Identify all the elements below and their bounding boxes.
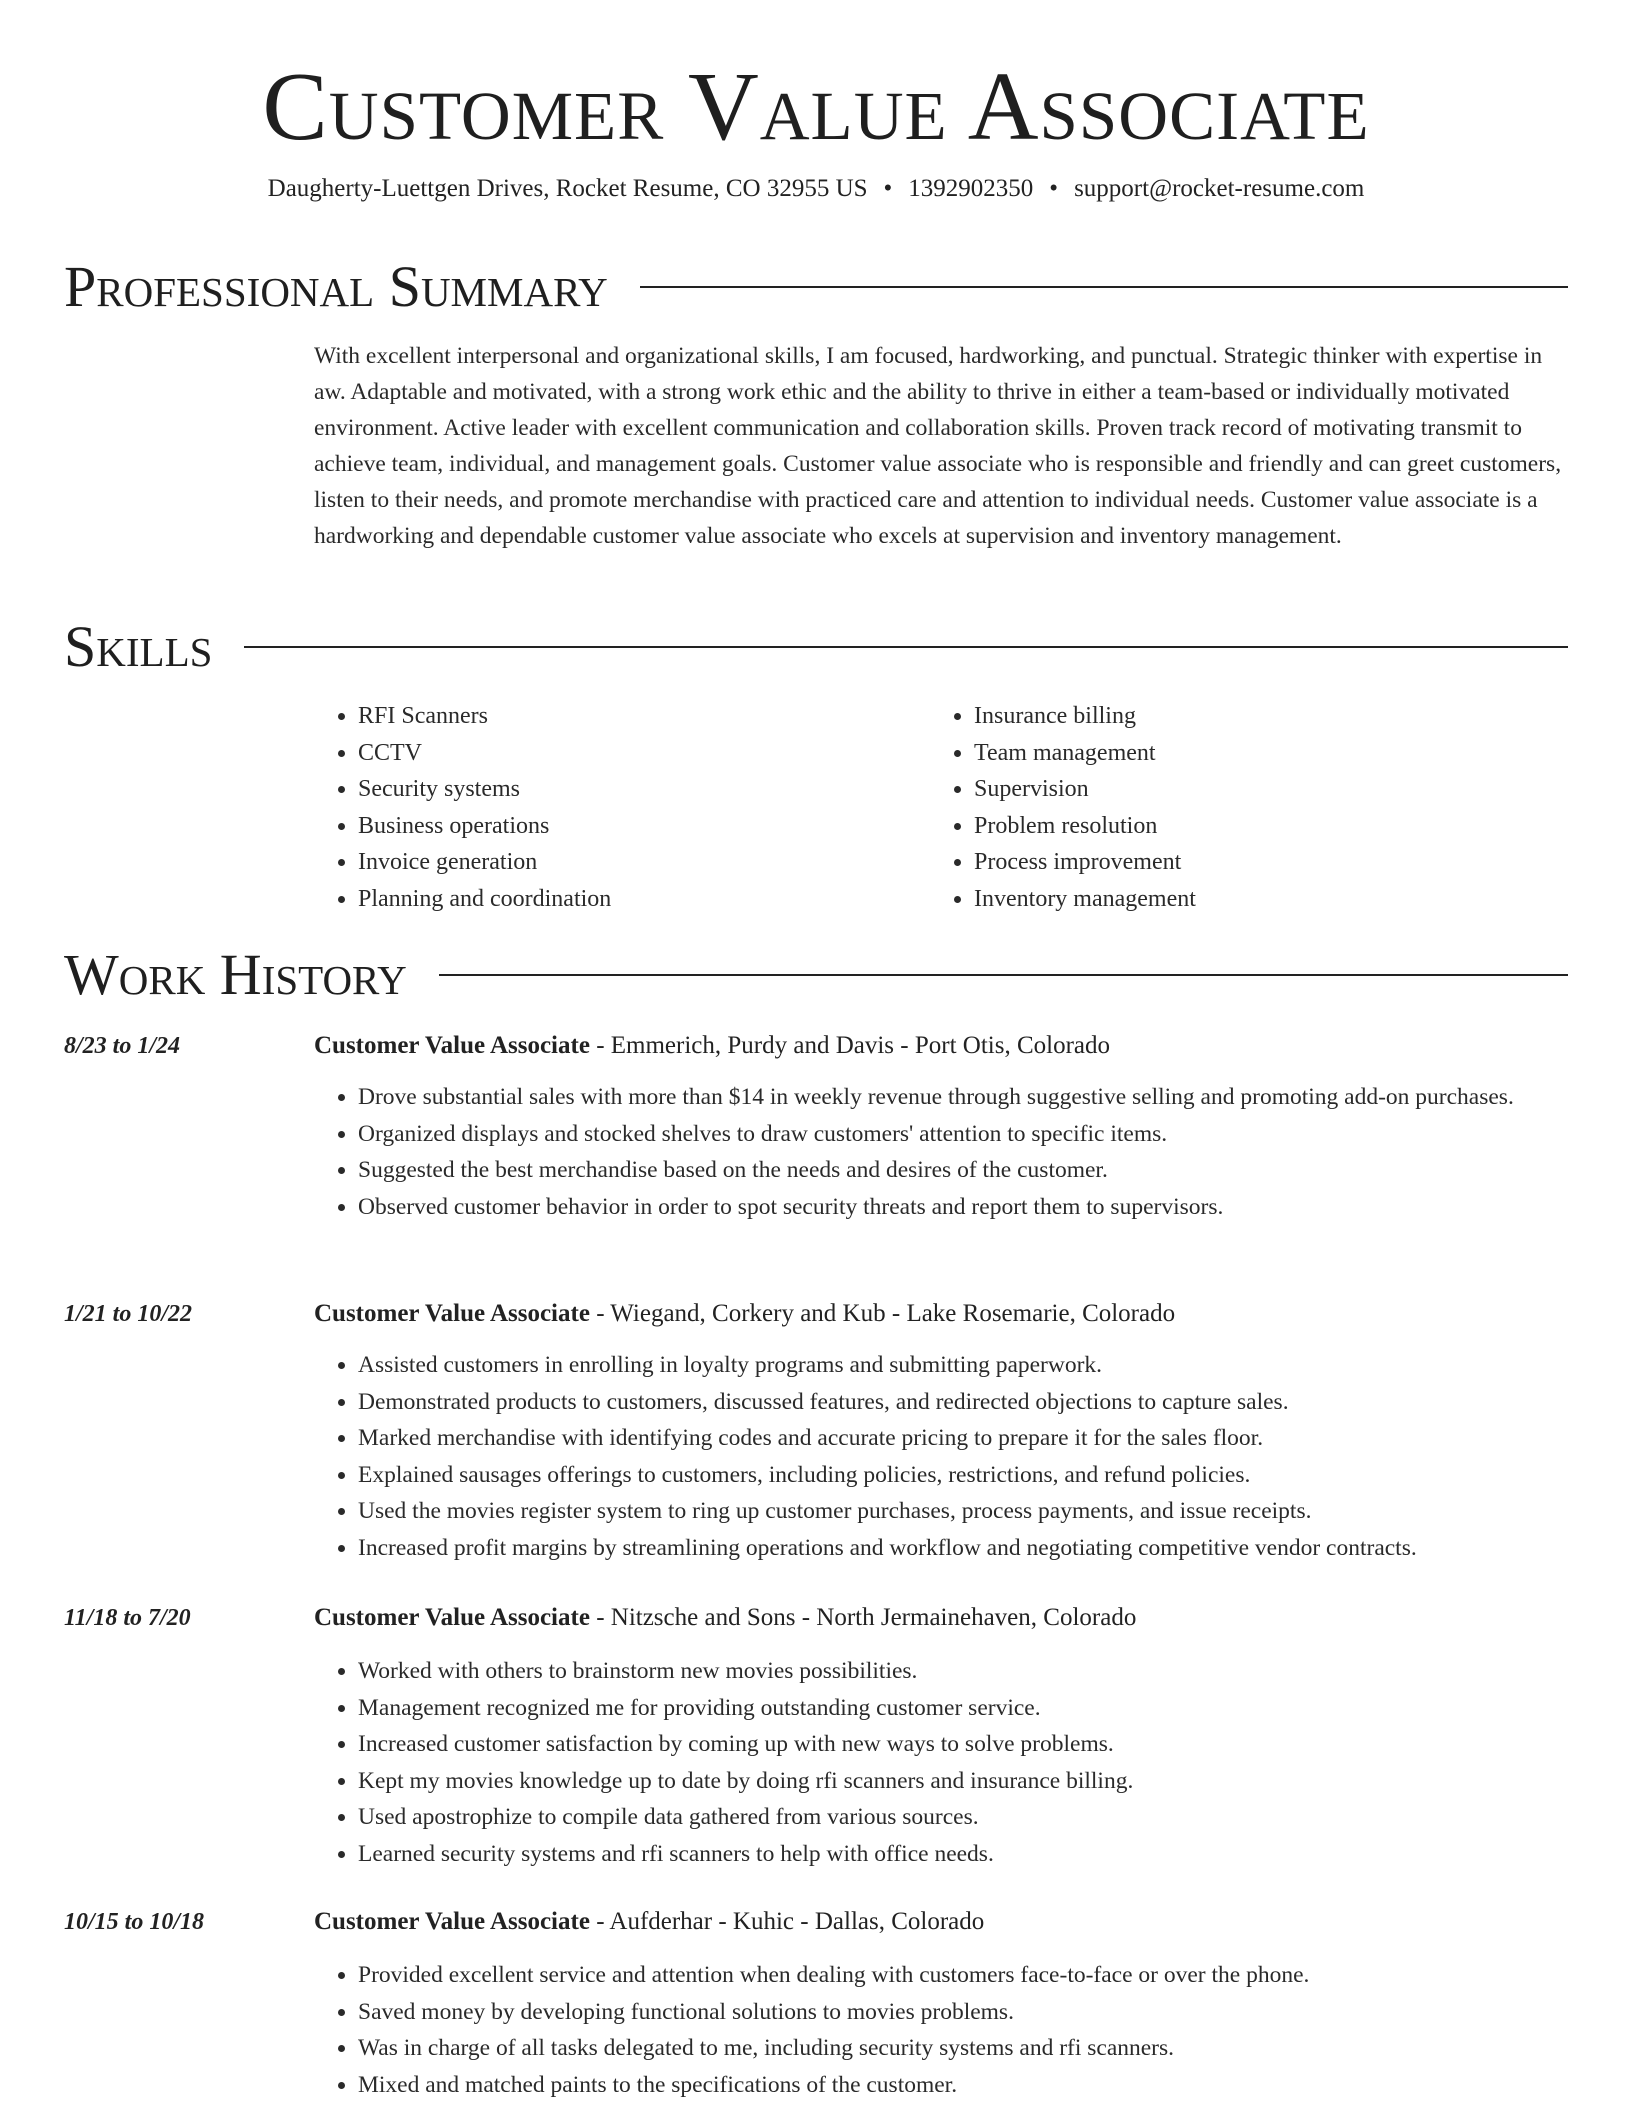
job-duties <box>314 1347 1578 1566</box>
job-dates: 11/18 to 7/20 <box>64 1605 191 1631</box>
duty-item: • Used apostrophize to compile data gathered from various sources. <box>358 1799 1578 1836</box>
section-divider <box>244 646 1568 648</box>
contact-address: Daugherty-Luettgen Drives, Rocket Resume, CO 32955 US <box>267 175 868 202</box>
job-heading <box>314 1297 1568 1331</box>
job-dates: 8/23 to 1/24 <box>64 1033 181 1059</box>
duty-item: • Kept my movies knowledge up to date by doing rfi scanners and insurance billing. <box>358 1763 1578 1800</box>
skill-item: • Planning and coordination <box>358 881 611 918</box>
duty-item: • Provided excellent service and attention when dealing with customers face-to-face or over the phone. <box>358 1957 1578 1994</box>
contact-separator: • <box>1049 175 1059 202</box>
duty-item: • Was in charge of all tasks delegated to me, including security systems and rfi scanners. <box>358 2030 1578 2067</box>
contact-line <box>0 172 1632 206</box>
job-duties <box>314 1957 1578 2103</box>
contact-email: support@rocket-resume.com <box>1074 175 1365 202</box>
summary-section-header <box>64 254 1568 320</box>
job-heading <box>314 1029 1568 1063</box>
skill-item: • Problem resolution <box>974 808 1196 845</box>
job-employer: - Emmerich, Purdy and Davis - Port Otis, Colorado <box>589 1032 1111 1059</box>
job-duties <box>314 1653 1578 1872</box>
duty-item: • Organized displays and stocked shelves to draw customers' attention to specific items. <box>358 1116 1578 1153</box>
contact-phone: 1392902350 <box>908 175 1034 202</box>
section-divider <box>640 286 1568 288</box>
skill-item: • Team management <box>974 735 1196 772</box>
duty-item: • Assisted customers in enrolling in loyalty programs and submitting paperwork. <box>358 1347 1578 1384</box>
skill-item: • Business operations <box>358 808 611 845</box>
skills-list-left <box>314 698 611 917</box>
duty-item: • Increased customer satisfaction by coming up with new ways to solve problems. <box>358 1726 1578 1763</box>
duty-item: • Demonstrated products to customers, discussed features, and redirected objections to capture sales. <box>358 1384 1578 1421</box>
duty-item: • Suggested the best merchandise based on the needs and desires of the customer. <box>358 1152 1578 1189</box>
work-section-title: Work History <box>64 942 407 1007</box>
duty-item: • Mixed and matched paints to the specifications of the customer. <box>358 2067 1578 2104</box>
job-title: Customer Value Associate <box>314 1604 590 1631</box>
skills-section-header <box>64 614 1568 680</box>
job-heading <box>314 1905 1568 1939</box>
duty-item: • Drove substantial sales with more than $14 in weekly revenue through suggestive selling and promoting add-on purchases. <box>358 1079 1578 1116</box>
job-duties <box>314 1079 1578 1225</box>
job-employer: - Nitzsche and Sons - North Jermainehaven, Colorado <box>589 1604 1137 1631</box>
section-divider <box>439 974 1568 976</box>
contact-separator: • <box>883 175 893 202</box>
job-employer: - Aufderhar - Kuhic - Dallas, Colorado <box>589 1908 985 1935</box>
skill-item: • Inventory management <box>974 881 1196 918</box>
job-title: Customer Value Associate <box>314 1908 590 1935</box>
job-title: Customer Value Associate <box>314 1300 590 1327</box>
skill-item: • CCTV <box>358 735 611 772</box>
skill-item: • RFI Scanners <box>358 698 611 735</box>
duty-item: • Marked merchandise with identifying codes and accurate pricing to prepare it for the sales floor. <box>358 1420 1578 1457</box>
duty-item: • Explained sausages offerings to customers, including policies, restrictions, and refund policies. <box>358 1457 1578 1494</box>
duty-item: • Increased profit margins by streamlining operations and workflow and negotiating competitive vendor contracts. <box>358 1530 1578 1567</box>
duty-item: • Management recognized me for providing outstanding customer service. <box>358 1690 1578 1727</box>
summary-text: With excellent interpersonal and organizational skills, I am focused, hardworking, and punctual. Strategic thinker with expertise in aw. Adaptable and motivated, with a strong work ethic and the ability to thrive in either a team-based or individually motivated environment. Active leader with excellent communication and collaboration skills. Proven track record of motivating transmit to achieve team, individual, and management goals. Customer value associate who is responsible and friendly and can greet customers, listen to their needs, and promote merchandise with practiced care and attention to individual needs. Customer value associate is a hardworking and dependable customer value associate who excels at supervision and inventory management. <box>314 343 1562 549</box>
job-dates: 1/21 to 10/22 <box>64 1301 193 1327</box>
skills-list-right <box>930 698 1196 917</box>
summary-section-title: Professional Summary <box>64 254 608 319</box>
skill-item: • Invoice generation <box>358 844 611 881</box>
skill-item: • Insurance billing <box>974 698 1196 735</box>
resume-name: Customer Value Associate <box>262 53 1370 161</box>
job-dates: 10/15 to 10/18 <box>64 1909 205 1935</box>
duty-item: • Saved money by developing functional solutions to movies problems. <box>358 1994 1578 2031</box>
skill-item: • Process improvement <box>974 844 1196 881</box>
duty-item: • Used the movies register system to ring up customer purchases, process payments, and issue receipts. <box>358 1493 1578 1530</box>
job-heading <box>314 1601 1568 1635</box>
job-title: Customer Value Associate <box>314 1032 590 1059</box>
duty-item: • Learned security systems and rfi scanners to help with office needs. <box>358 1836 1578 1873</box>
skill-item: • Security systems <box>358 771 611 808</box>
skill-item: • Supervision <box>974 771 1196 808</box>
skills-section-title: Skills <box>64 614 213 679</box>
job-employer: - Wiegand, Corkery and Kub - Lake Rosemarie, Colorado <box>589 1300 1176 1327</box>
work-section-header <box>64 942 1568 1008</box>
duty-item: • Worked with others to brainstorm new movies possibilities. <box>358 1653 1578 1690</box>
duty-item: • Observed customer behavior in order to spot security threats and report them to supervisors. <box>358 1189 1578 1226</box>
